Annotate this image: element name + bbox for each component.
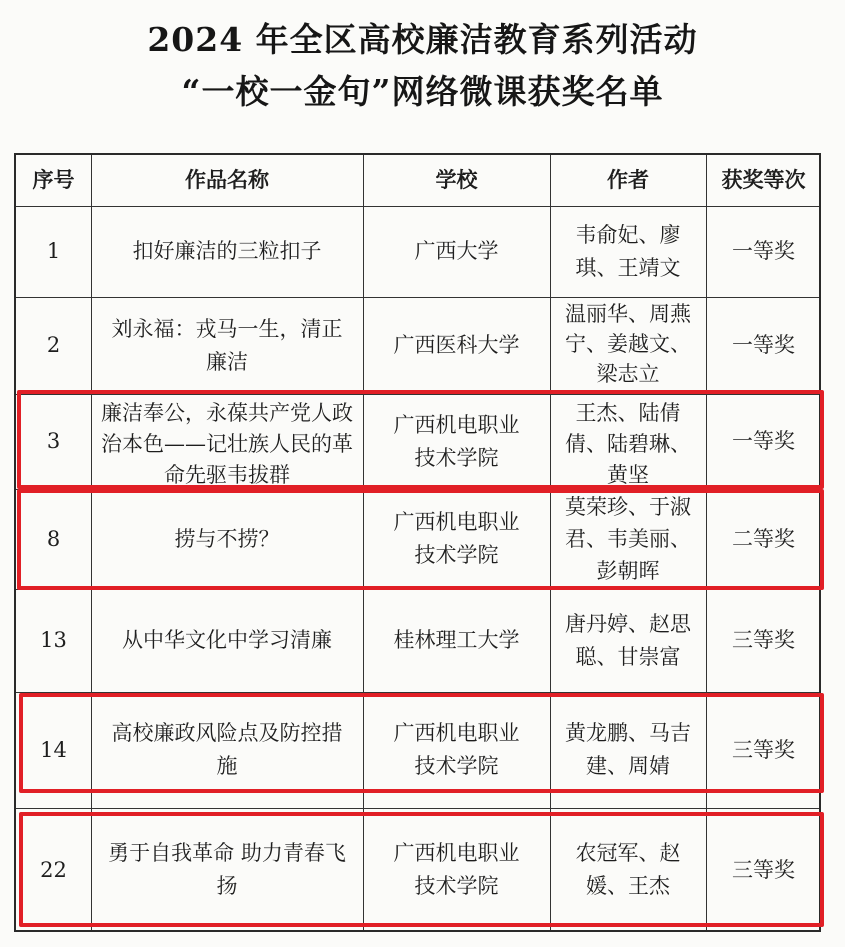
row-school: 广西机电职业技术学院 bbox=[393, 841, 520, 898]
row-no: 1 bbox=[46, 239, 61, 263]
row-school: 广西医科大学 bbox=[393, 333, 520, 357]
row-authors: 黄龙鹏、马吉建、周婧 bbox=[565, 721, 691, 778]
row-award: 一等奖 bbox=[732, 333, 795, 357]
row-award: 三等奖 bbox=[732, 628, 795, 652]
row-work: 扣好廉洁的三粒扣子 bbox=[132, 239, 322, 263]
row-work: 廉洁奉公，永葆共产党人政治本色——记壮族人民的革命先驱韦拔群 bbox=[101, 401, 353, 487]
award-table bbox=[14, 153, 821, 932]
row-authors: 韦俞妃、廖琪、王靖文 bbox=[575, 222, 681, 280]
row-work: 勇于自我革命 助力青春飞扬 bbox=[108, 841, 346, 898]
row-no: 22 bbox=[40, 857, 67, 882]
header-work: 作品名称 bbox=[185, 168, 269, 192]
row-authors: 农冠军、赵媛、王杰 bbox=[575, 841, 681, 898]
row-award: 一等奖 bbox=[732, 429, 795, 453]
row-school: 广西机电职业技术学院 bbox=[393, 510, 520, 567]
row-authors: 莫荣珍、于淑君、韦美丽、彭朝晖 bbox=[565, 495, 691, 583]
row-award: 三等奖 bbox=[732, 857, 795, 882]
row-authors: 王杰、陆倩倩、陆碧琳、黄坚 bbox=[565, 401, 691, 487]
row-no: 13 bbox=[40, 628, 67, 652]
row-no: 14 bbox=[40, 737, 67, 762]
row-award: 三等奖 bbox=[732, 737, 795, 762]
row-award: 一等奖 bbox=[732, 239, 795, 263]
header-school: 学校 bbox=[435, 168, 478, 192]
row-work: 高校廉政风险点及防控措施 bbox=[111, 721, 343, 778]
row-authors: 温丽华、周燕宁、姜越文、梁志立 bbox=[565, 302, 691, 386]
document-title-line-2: “一校一金句”网络微课获奖名单 bbox=[181, 72, 664, 111]
row-school: 广西大学 bbox=[414, 239, 499, 263]
row-no: 8 bbox=[46, 526, 61, 551]
header-authors: 作者 bbox=[607, 168, 649, 192]
row-no: 3 bbox=[46, 429, 61, 453]
row-school: 桂林理工大学 bbox=[393, 628, 520, 652]
header-award: 获奖等次 bbox=[721, 168, 806, 192]
header-no: 序号 bbox=[32, 168, 75, 192]
row-work: 从中华文化中学习清廉 bbox=[122, 628, 332, 652]
row-authors: 唐丹婷、赵思聪、甘崇富 bbox=[565, 611, 691, 669]
row-work: 刘永福：戎马一生，清正廉洁 bbox=[111, 316, 343, 374]
row-work: 捞与不捞？ bbox=[174, 526, 280, 551]
document-title-line-1: 2024 年全区高校廉洁教育系列活动 bbox=[147, 20, 698, 59]
row-school: 广西机电职业技术学院 bbox=[393, 412, 520, 470]
row-no: 2 bbox=[46, 333, 61, 357]
row-school: 广西机电职业技术学院 bbox=[393, 721, 520, 778]
row-award: 二等奖 bbox=[732, 526, 795, 551]
